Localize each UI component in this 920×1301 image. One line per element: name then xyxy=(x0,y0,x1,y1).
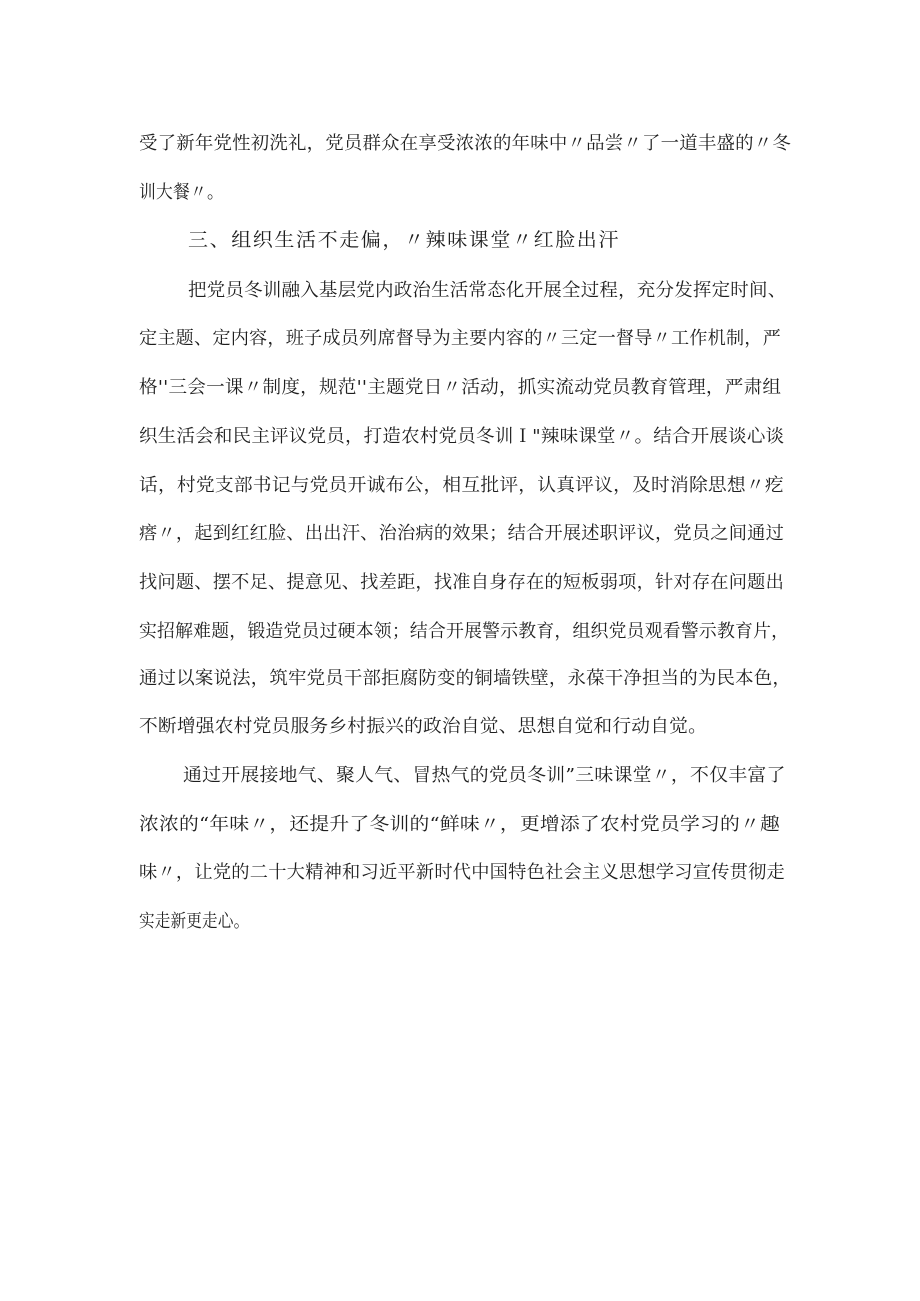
text-line: 受了新年党性初洗礼，党员群众在享受浓浓的年味中〃品尝〃了一道丰盛的〃冬 xyxy=(139,133,791,154)
text-line: 通过开展接地气、聚人气、冒热气的党员冬训”三味课堂〃，不仅丰富了 xyxy=(183,765,786,786)
section-heading: 三、组织生活不走偏，〃辣味课堂〃红脸出汗 xyxy=(188,229,621,251)
text-line: 浓浓的“年味〃，还提升了冬训的“鲜味〃，更增添了农村党员学习的〃趣 xyxy=(139,814,781,835)
text-line: 把党员冬训融入基层党内政治生活常态化开展全过程，充分发挥定时间、 xyxy=(188,280,787,301)
text-line: 味〃，让党的二十大精神和习近平新时代中国特色社会主义思想学习宣传贯彻走 xyxy=(139,862,785,883)
text-line: 话，村党支部书记与党员开诚布公，相互批评，认真评议，及时消除思想〃疙 xyxy=(139,475,784,496)
text-line: 瘩〃，起到红红脸、出出汗、治治病的效果；结合开展述职评议，党员之间通过 xyxy=(139,523,784,544)
text-line: 不断增强农村党员服务乡村振兴的政治自觉、思想自觉和行动自觉。 xyxy=(139,716,708,737)
text-line: 找问题、摆不足、提意见、找差距，找准自身存在的短板弱项，针对存在问题出 xyxy=(139,572,784,593)
text-line: 织生活会和民主评议党员，打造农村党员冬训Ｉ"辣味课堂〃。结合开展谈心谈 xyxy=(139,426,785,447)
text-line: 实走新更走心。 xyxy=(139,911,250,932)
text-line: 定主题、定内容，班子成员列席督导为主要内容的〃三定一督导〃工作机制，严 xyxy=(139,328,781,349)
text-line: 格''三会一课〃制度，规范''主题党日〃活动，抓实流动党员教育管理，严肃组 xyxy=(139,377,782,398)
text-line: 训大餐〃。 xyxy=(139,182,224,203)
text-line: 实招解难题，锻造党员过硬本领；结合开展警示教育，组织党员观看警示教育片， xyxy=(139,621,790,642)
text-line: 通过以案说法，筑牢党员干部拒腐防变的铜墙铁壁，永葆干净担当的为民本色， xyxy=(139,668,791,689)
